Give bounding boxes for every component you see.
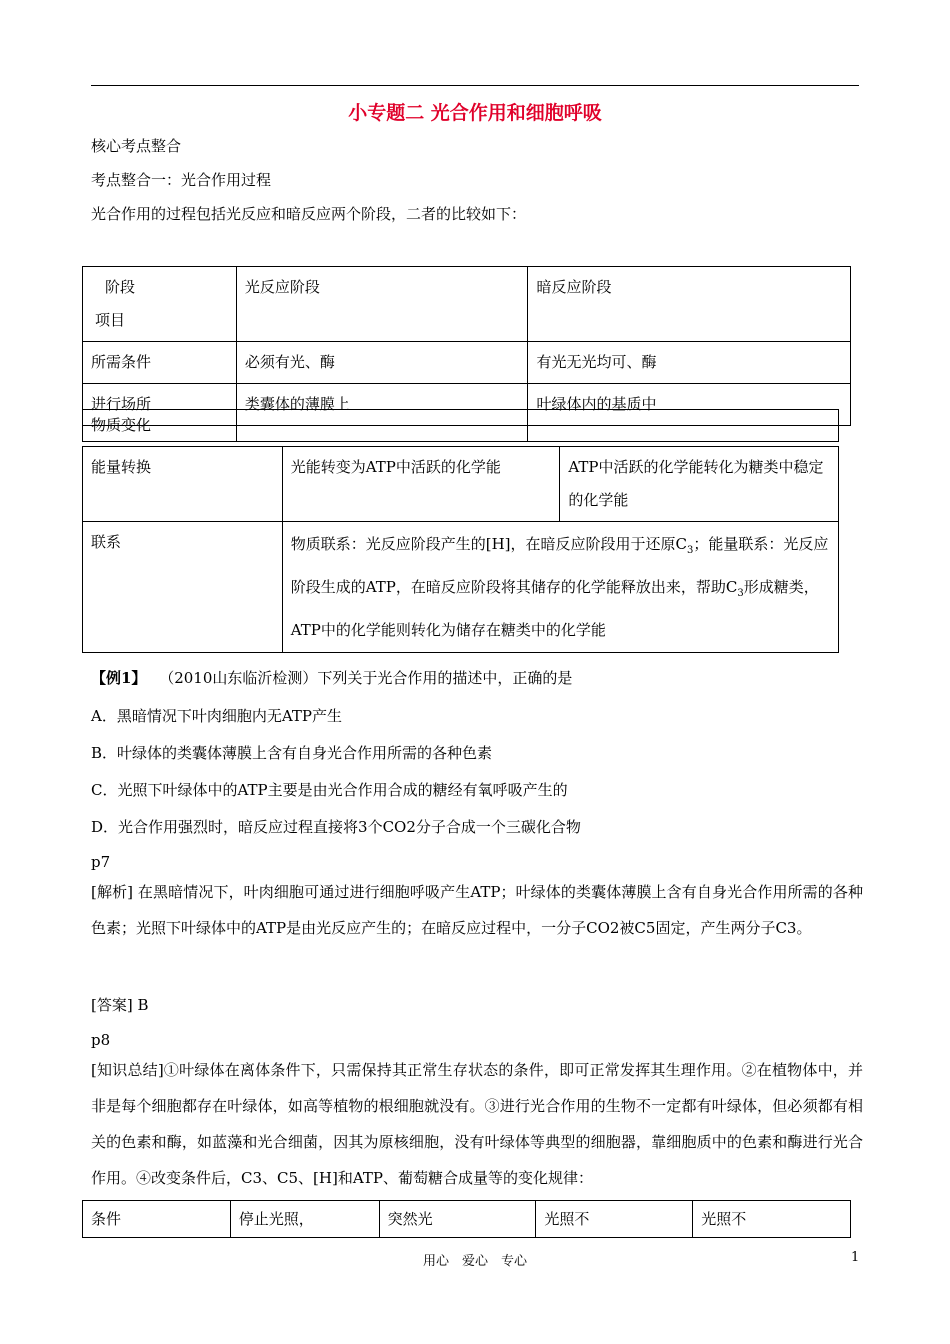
row-label: 所需条件 bbox=[83, 342, 237, 384]
table-row bbox=[83, 1201, 851, 1238]
page-marker: p7 bbox=[91, 853, 111, 871]
summary-text: [知识总结]①叶绿体在离体条件下，只需保持其正常生存状态的条件，即可正常发挥其生理作用。②在植物体中，并非是每个细胞都存在叶绿体，如高等植物的根细胞就没有。③进行光合作用的生物不一定都有叶绿体，但必须都有相关的色素和酶，如蓝藻和光合细菌，因其为原核细胞，没有叶绿体等典型的细胞器，靠细胞质中的色素和酶进行光合作用。④改变条件后，C3、C5、[H]和ATP、葡萄糖合成量等的变化规律： bbox=[91, 1061, 863, 1187]
table-cell: 突然光 bbox=[379, 1201, 536, 1238]
table-row bbox=[83, 522, 839, 653]
header-dark: 暗反应阶段 bbox=[528, 267, 851, 342]
option-c: C．光照下叶绿体中的ATP主要是由光合作用合成的糖经有氧呼吸产生的 bbox=[91, 781, 568, 799]
header-stage: 阶段 bbox=[105, 278, 136, 296]
section-heading: 核心考点整合 bbox=[91, 137, 182, 155]
link-text-a: 物质联系：光反应阶段产生的[H]，在暗反应阶段用于还原C bbox=[290, 535, 687, 553]
comparison-table-bottom bbox=[82, 446, 839, 653]
table-cell: 光照不 bbox=[693, 1201, 851, 1238]
analysis-text: [解析] 在黑暗情况下，叶肉细胞可通过进行细胞呼吸产生ATP；叶绿体的类囊体薄膜上含有自身光合作用所需的各种色素；光照下叶绿体中的ATP是由光反应产生的；在暗反应过程中，一分子CO2被C5固定，产生两分子C3。 bbox=[91, 883, 863, 937]
cell-light: 光能转变为ATP中活跃的化学能 bbox=[282, 447, 560, 522]
subsection-heading: 考点整合一：光合作用过程 bbox=[91, 171, 272, 189]
table-cell bbox=[83, 267, 237, 342]
page-number: 1 bbox=[851, 1250, 860, 1265]
row-label: 联系 bbox=[83, 522, 283, 653]
row-label: 进行场所 bbox=[83, 384, 237, 426]
example-heading bbox=[91, 668, 572, 688]
page-footer: 用心 爱心 专心 bbox=[422, 1254, 527, 1269]
table-cell: 停止光照， bbox=[230, 1201, 379, 1238]
subscript-3: 3 bbox=[737, 588, 744, 599]
cell-dark: 叶绿体内的基质中 bbox=[528, 384, 851, 426]
link-text-c: 形成糖类，ATP中的化学能则转化为储存在糖类中的化学能 bbox=[290, 578, 819, 639]
table-cell: 条件 bbox=[83, 1201, 231, 1238]
example-source: （2010山东临沂检测）下列关于光合作用的描述中，正确的是 bbox=[159, 669, 573, 687]
subscript-3: 3 bbox=[686, 545, 694, 556]
cell-light: 类囊体的薄膜上 bbox=[236, 384, 528, 426]
table-row bbox=[83, 410, 839, 442]
option-b: B．叶绿体的类囊体薄膜上含有自身光合作用所需的各种色素 bbox=[91, 744, 493, 762]
table-row bbox=[83, 342, 851, 384]
intro-text: 光合作用的过程包括光反应和暗反应两个阶段，二者的比较如下： bbox=[91, 205, 527, 223]
example-tag: 【例1】 bbox=[91, 669, 147, 687]
page-marker: p8 bbox=[91, 1031, 111, 1049]
link-text-b: ；能量联系：光反应阶段生成的ATP，在暗反应阶段将其储存的化学能释放出来，帮助C bbox=[290, 535, 829, 596]
page-title: 小专题二 光合作用和细胞呼吸 bbox=[348, 102, 602, 124]
header-light: 光反应阶段 bbox=[236, 267, 528, 342]
link-cell bbox=[282, 522, 838, 653]
row-label: 物质变化 bbox=[83, 410, 237, 442]
cell-dark bbox=[528, 410, 839, 442]
table-cell: 光照不 bbox=[536, 1201, 693, 1238]
cell-light: 必须有光、酶 bbox=[236, 342, 528, 384]
comparison-table-lower bbox=[82, 409, 839, 442]
row-label: 能量转换 bbox=[83, 447, 283, 522]
header-item: 项目 bbox=[95, 311, 126, 329]
option-a: A．黑暗情况下叶肉细胞内无ATP产生 bbox=[91, 707, 342, 725]
condition-table bbox=[82, 1200, 851, 1238]
header-rule bbox=[91, 85, 859, 86]
table-row bbox=[83, 447, 839, 522]
option-d: D．光合作用强烈时，暗反应过程直接将3个CO2分子合成一个三碳化合物 bbox=[91, 818, 581, 836]
cell-light bbox=[236, 410, 528, 442]
answer-text: [答案] B bbox=[91, 996, 149, 1014]
cell-dark: ATP中活跃的化学能转化为糖类中稳定的化学能 bbox=[560, 447, 839, 522]
table-row bbox=[83, 267, 851, 342]
cell-dark: 有光无光均可、酶 bbox=[528, 342, 851, 384]
comparison-table bbox=[82, 266, 851, 426]
